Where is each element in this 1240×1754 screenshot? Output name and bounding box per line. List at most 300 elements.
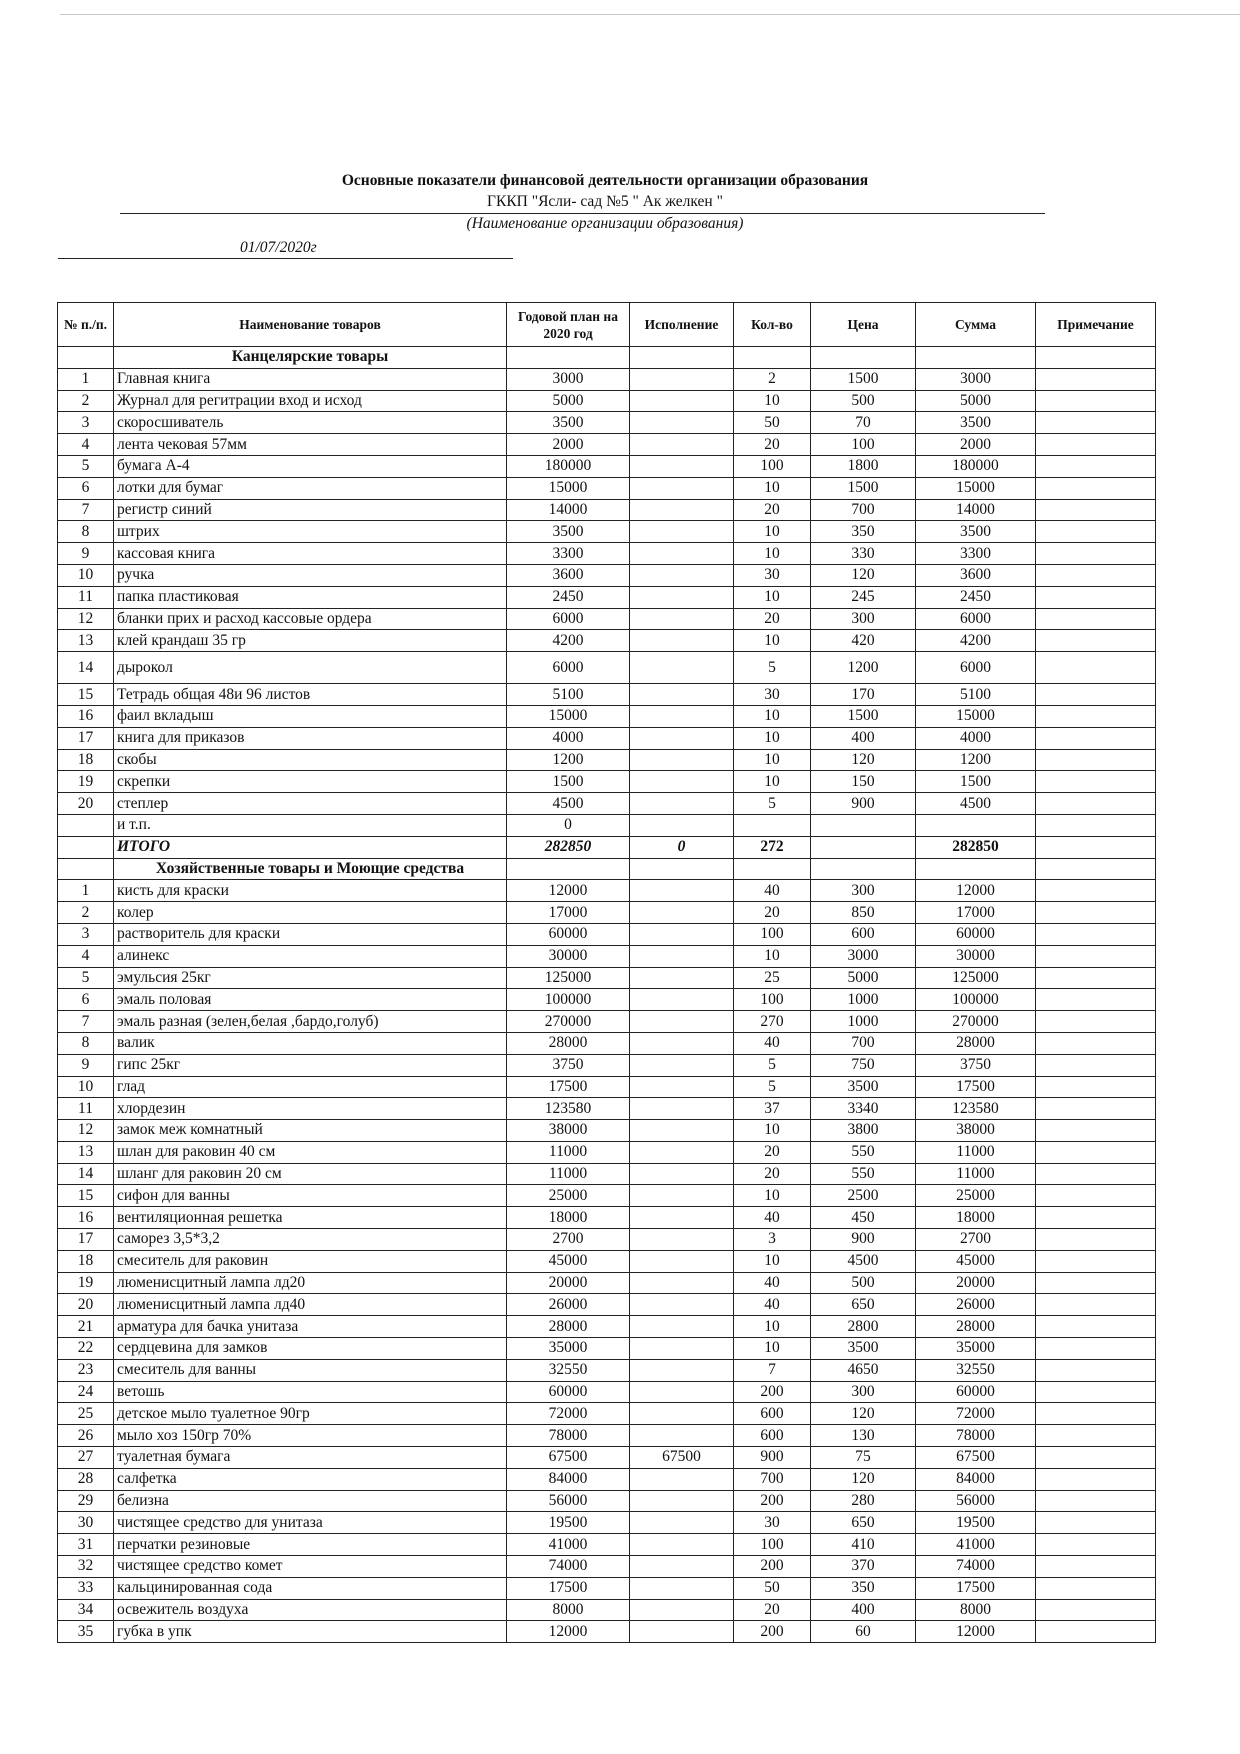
cell-number: 2	[58, 902, 114, 924]
cell-quantity: 10	[734, 1316, 811, 1338]
cell-sum: 60000	[916, 1381, 1036, 1403]
cell-name: скрепки	[114, 771, 507, 793]
cell-name: арматура для бачка унитаза	[114, 1316, 507, 1338]
cell-quantity: 10	[734, 521, 811, 543]
cell-sum: 28000	[916, 1316, 1036, 1338]
cell-sum: 270000	[916, 1011, 1036, 1033]
cell-plan: 17500	[507, 1076, 630, 1098]
section-header-row	[58, 858, 1156, 880]
cell-plan: 19500	[507, 1512, 630, 1534]
col-header-quantity: Кол-во	[734, 303, 811, 347]
cell-number: 9	[58, 543, 114, 565]
cell-note	[1036, 749, 1156, 771]
table-row	[58, 564, 1156, 586]
cell-note	[1036, 434, 1156, 456]
cell-name: кальцинированная сода	[114, 1577, 507, 1599]
cell-quantity: 40	[734, 1294, 811, 1316]
cell-number: 1	[58, 368, 114, 390]
organization-caption: (Наименование организации образования)	[466, 215, 744, 232]
cell-name: ручка	[114, 564, 507, 586]
total-plan: 282850	[507, 836, 630, 858]
cell-execution	[630, 499, 734, 521]
header-row	[58, 303, 1156, 347]
cell-execution	[630, 1141, 734, 1163]
cell-quantity: 10	[734, 749, 811, 771]
cell-price: 1500	[811, 477, 916, 499]
cell-number: 7	[58, 499, 114, 521]
cell-quantity: 3	[734, 1229, 811, 1251]
cell-name: шлан для раковин 40 см	[114, 1141, 507, 1163]
cell-sum: 1200	[916, 749, 1036, 771]
cell-price: 5000	[811, 967, 916, 989]
table-row	[58, 1556, 1156, 1578]
cell-note	[1036, 455, 1156, 477]
cell-quantity: 7	[734, 1359, 811, 1381]
cell-plan: 6000	[507, 652, 630, 684]
cell-note	[1036, 1272, 1156, 1294]
cell-quantity: 10	[734, 1250, 811, 1272]
cell-plan: 15000	[507, 477, 630, 499]
cell-name: хлордезин	[114, 1098, 507, 1120]
cell-execution	[630, 1359, 734, 1381]
cell-number: 8	[58, 1032, 114, 1054]
cell-plan: 180000	[507, 455, 630, 477]
cell-plan: 4500	[507, 793, 630, 815]
cell-price: 150	[811, 771, 916, 793]
cell-price: 120	[811, 1403, 916, 1425]
cell-number: 30	[58, 1512, 114, 1534]
cell-quantity: 20	[734, 1163, 811, 1185]
cell-name: колер	[114, 902, 507, 924]
cell-number: 18	[58, 1250, 114, 1272]
cell-note	[1036, 1425, 1156, 1447]
cell-price: 3340	[811, 1098, 916, 1120]
table-row	[58, 1338, 1156, 1360]
cell-execution	[630, 1054, 734, 1076]
cell-plan: 25000	[507, 1185, 630, 1207]
cell-quantity: 50	[734, 1577, 811, 1599]
cell-price: 4500	[811, 1250, 916, 1272]
cell-plan: 26000	[507, 1294, 630, 1316]
cell-price: 120	[811, 1468, 916, 1490]
cell-name: дырокол	[114, 652, 507, 684]
table-row	[58, 499, 1156, 521]
cell-name: фаил вкладыш	[114, 705, 507, 727]
cell-execution	[630, 1577, 734, 1599]
cell-quantity: 10	[734, 945, 811, 967]
cell-price: 420	[811, 630, 916, 652]
cell-sum: 2450	[916, 586, 1036, 608]
cell-price	[811, 814, 916, 836]
cell-plan: 45000	[507, 1250, 630, 1272]
cell-quantity: 200	[734, 1381, 811, 1403]
cell-execution	[630, 1512, 734, 1534]
table-row	[58, 608, 1156, 630]
table-row	[58, 368, 1156, 390]
cell-number: 4	[58, 434, 114, 456]
cell-price: 4650	[811, 1359, 916, 1381]
cell-quantity: 10	[734, 586, 811, 608]
table-row	[58, 1381, 1156, 1403]
table-row	[58, 1272, 1156, 1294]
cell-quantity: 100	[734, 1534, 811, 1556]
cell-price: 3500	[811, 1076, 916, 1098]
cell-price: 280	[811, 1490, 916, 1512]
cell-name: Тетрадь общая 48и 96 листов	[114, 684, 507, 706]
col-header-name: Наименование товаров	[114, 303, 507, 347]
cell-plan: 67500	[507, 1447, 630, 1469]
cell-price: 400	[811, 727, 916, 749]
cell-note	[1036, 1054, 1156, 1076]
cell-note	[1036, 1294, 1156, 1316]
cell-plan: 12000	[507, 1621, 630, 1643]
cell-plan: 41000	[507, 1534, 630, 1556]
table-row	[58, 1011, 1156, 1033]
total-execution: 0	[630, 836, 734, 858]
cell-name: скоросшиватель	[114, 412, 507, 434]
empty-cell	[507, 858, 630, 880]
cell-sum: 32550	[916, 1359, 1036, 1381]
empty-cell	[630, 347, 734, 369]
cell-note	[1036, 1120, 1156, 1142]
cell-price: 3800	[811, 1120, 916, 1142]
table-row	[58, 586, 1156, 608]
cell-sum: 56000	[916, 1490, 1036, 1512]
col-header-sum: Сумма	[916, 303, 1036, 347]
table-row	[58, 684, 1156, 706]
cell-number: 3	[58, 923, 114, 945]
cell-sum: 12000	[916, 880, 1036, 902]
cell-quantity: 2	[734, 368, 811, 390]
cell-quantity: 5	[734, 652, 811, 684]
cell-plan: 28000	[507, 1316, 630, 1338]
cell-quantity: 20	[734, 902, 811, 924]
cell-number: 32	[58, 1556, 114, 1578]
cell-price: 1800	[811, 455, 916, 477]
cell-plan: 84000	[507, 1468, 630, 1490]
empty-cell	[811, 858, 916, 880]
cell-price: 130	[811, 1425, 916, 1447]
col-header-price: Цена	[811, 303, 916, 347]
cell-quantity: 50	[734, 412, 811, 434]
table-row	[58, 1185, 1156, 1207]
organization-name: ГККП "Ясли- сад №5 " Ак желкен "	[487, 193, 723, 210]
total-sum: 282850	[916, 836, 1036, 858]
cell-plan: 35000	[507, 1338, 630, 1360]
table-row	[58, 1359, 1156, 1381]
cell-quantity: 40	[734, 880, 811, 902]
cell-sum: 6000	[916, 652, 1036, 684]
cell-number: 13	[58, 630, 114, 652]
table-row	[58, 652, 1156, 684]
table-row	[58, 705, 1156, 727]
cell-sum: 2000	[916, 434, 1036, 456]
table-row	[58, 390, 1156, 412]
cell-sum: 18000	[916, 1207, 1036, 1229]
cell-name: сифон для ванны	[114, 1185, 507, 1207]
cell-sum: 19500	[916, 1512, 1036, 1534]
cell-execution	[630, 989, 734, 1011]
cell-sum: 100000	[916, 989, 1036, 1011]
total-row	[58, 836, 1156, 858]
cell-execution	[630, 1468, 734, 1490]
cell-number: 19	[58, 1272, 114, 1294]
col-header-number: № п./п.	[58, 303, 114, 347]
cell-name: клей крандаш 35 гр	[114, 630, 507, 652]
cell-execution	[630, 1185, 734, 1207]
cell-number: 29	[58, 1490, 114, 1512]
cell-name: туалетная бумага	[114, 1447, 507, 1469]
cell-price: 75	[811, 1447, 916, 1469]
cell-execution	[630, 412, 734, 434]
cell-note	[1036, 684, 1156, 706]
cell-plan: 5100	[507, 684, 630, 706]
cell-execution	[630, 1490, 734, 1512]
cell-plan: 28000	[507, 1032, 630, 1054]
cell-price: 1000	[811, 989, 916, 1011]
cell-number: 6	[58, 989, 114, 1011]
cell-note	[1036, 967, 1156, 989]
cell-execution	[630, 390, 734, 412]
cell-name: салфетка	[114, 1468, 507, 1490]
cell-name: освежитель воздуха	[114, 1599, 507, 1621]
table-row	[58, 1120, 1156, 1142]
cell-execution	[630, 1032, 734, 1054]
cell-price: 600	[811, 923, 916, 945]
table-row	[58, 1054, 1156, 1076]
cell-note	[1036, 1185, 1156, 1207]
cell-sum: 72000	[916, 1403, 1036, 1425]
col-header-execution: Исполнение	[630, 303, 734, 347]
cell-plan: 1500	[507, 771, 630, 793]
cell-note	[1036, 499, 1156, 521]
cell-note	[1036, 608, 1156, 630]
table-row	[58, 814, 1156, 836]
cell-quantity: 600	[734, 1425, 811, 1447]
cell-note	[1036, 1534, 1156, 1556]
cell-name: смеситель для ванны	[114, 1359, 507, 1381]
cell-quantity: 10	[734, 705, 811, 727]
cell-sum: 28000	[916, 1032, 1036, 1054]
cell-plan: 2450	[507, 586, 630, 608]
cell-note	[1036, 1447, 1156, 1469]
empty-cell	[58, 347, 114, 369]
report-date: 01/07/2020г	[240, 239, 317, 256]
cell-name: глад	[114, 1076, 507, 1098]
cell-price: 850	[811, 902, 916, 924]
cell-execution	[630, 543, 734, 565]
cell-sum: 3750	[916, 1054, 1036, 1076]
cell-number: 1	[58, 880, 114, 902]
cell-number: 16	[58, 1207, 114, 1229]
table-row	[58, 630, 1156, 652]
cell-plan: 3750	[507, 1054, 630, 1076]
cell-price: 900	[811, 1229, 916, 1251]
cell-price: 3000	[811, 945, 916, 967]
cell-price: 300	[811, 880, 916, 902]
cell-quantity: 200	[734, 1556, 811, 1578]
cell-quantity: 30	[734, 1512, 811, 1534]
cell-number: 15	[58, 1185, 114, 1207]
cell-execution	[630, 793, 734, 815]
cell-number: 35	[58, 1621, 114, 1643]
cell-sum: 11000	[916, 1163, 1036, 1185]
cell-quantity: 10	[734, 1338, 811, 1360]
cell-sum: 3000	[916, 368, 1036, 390]
cell-plan: 17000	[507, 902, 630, 924]
cell-sum: 8000	[916, 1599, 1036, 1621]
cell-plan: 270000	[507, 1011, 630, 1033]
cell-execution	[630, 1621, 734, 1643]
cell-price: 2800	[811, 1316, 916, 1338]
cell-note	[1036, 1359, 1156, 1381]
cell-price: 410	[811, 1534, 916, 1556]
cell-note	[1036, 1338, 1156, 1360]
cell-sum: 3500	[916, 521, 1036, 543]
cell-execution	[630, 586, 734, 608]
cell-sum: 4000	[916, 727, 1036, 749]
cell-sum	[916, 814, 1036, 836]
cell-note	[1036, 1512, 1156, 1534]
cell-number: 27	[58, 1447, 114, 1469]
cell-execution	[630, 564, 734, 586]
cell-execution	[630, 880, 734, 902]
cell-quantity: 270	[734, 1011, 811, 1033]
cell-sum: 84000	[916, 1468, 1036, 1490]
cell-number: 2	[58, 390, 114, 412]
cell-quantity: 600	[734, 1403, 811, 1425]
cell-price: 120	[811, 564, 916, 586]
cell-execution	[630, 1250, 734, 1272]
cell-number: 21	[58, 1316, 114, 1338]
cell-execution	[630, 1534, 734, 1556]
cell-plan: 30000	[507, 945, 630, 967]
cell-quantity: 900	[734, 1447, 811, 1469]
cell-quantity: 5	[734, 793, 811, 815]
cell-name: сердцевина для замков	[114, 1338, 507, 1360]
cell-price: 330	[811, 543, 916, 565]
cell-price: 1500	[811, 705, 916, 727]
cell-plan: 3300	[507, 543, 630, 565]
cell-execution	[630, 1098, 734, 1120]
cell-quantity: 20	[734, 1141, 811, 1163]
cell-execution	[630, 477, 734, 499]
financial-table	[57, 302, 1156, 1643]
cell-number: 11	[58, 586, 114, 608]
cell-execution	[630, 705, 734, 727]
cell-name: алинекс	[114, 945, 507, 967]
cell-number: 16	[58, 705, 114, 727]
cell-quantity: 100	[734, 989, 811, 1011]
cell-quantity	[734, 814, 811, 836]
cell-number: 20	[58, 793, 114, 815]
cell-number: 19	[58, 771, 114, 793]
cell-execution	[630, 521, 734, 543]
cell-name: лотки для бумаг	[114, 477, 507, 499]
cell-name: бумага А-4	[114, 455, 507, 477]
cell-name: растворитель для краски	[114, 923, 507, 945]
cell-execution	[630, 1229, 734, 1251]
cell-note	[1036, 945, 1156, 967]
cell-name: папка пластиковая	[114, 586, 507, 608]
cell-note	[1036, 1316, 1156, 1338]
cell-plan: 3500	[507, 521, 630, 543]
cell-price: 400	[811, 1599, 916, 1621]
cell-plan: 60000	[507, 923, 630, 945]
cell-quantity: 100	[734, 923, 811, 945]
table-body	[58, 347, 1156, 1643]
cell-number: 10	[58, 1076, 114, 1098]
cell-price: 750	[811, 1054, 916, 1076]
empty-cell	[507, 347, 630, 369]
cell-number: 31	[58, 1534, 114, 1556]
cell-note	[1036, 727, 1156, 749]
cell-name: скобы	[114, 749, 507, 771]
cell-name: Главная книга	[114, 368, 507, 390]
cell-note	[1036, 1381, 1156, 1403]
table-row	[58, 749, 1156, 771]
cell-sum: 25000	[916, 1185, 1036, 1207]
cell-price: 650	[811, 1294, 916, 1316]
cell-execution	[630, 368, 734, 390]
table-row	[58, 1163, 1156, 1185]
table-row	[58, 989, 1156, 1011]
cell-note	[1036, 1032, 1156, 1054]
cell-plan: 32550	[507, 1359, 630, 1381]
cell-price: 100	[811, 434, 916, 456]
cell-plan: 11000	[507, 1163, 630, 1185]
cell-execution	[630, 1316, 734, 1338]
section-title: Канцелярские товары	[114, 347, 507, 369]
cell-sum: 4200	[916, 630, 1036, 652]
cell-sum: 5100	[916, 684, 1036, 706]
cell-plan: 4200	[507, 630, 630, 652]
cell-name: эмаль половая	[114, 989, 507, 1011]
table-row	[58, 1141, 1156, 1163]
cell-price: 550	[811, 1163, 916, 1185]
cell-number: 22	[58, 1338, 114, 1360]
cell-quantity: 20	[734, 499, 811, 521]
table-row	[58, 543, 1156, 565]
cell-quantity: 20	[734, 608, 811, 630]
cell-name: эмульсия 25кг	[114, 967, 507, 989]
table-row	[58, 1577, 1156, 1599]
cell-sum: 14000	[916, 499, 1036, 521]
cell-number: 3	[58, 412, 114, 434]
cell-price: 450	[811, 1207, 916, 1229]
cell-quantity: 20	[734, 434, 811, 456]
cell-plan: 3000	[507, 368, 630, 390]
cell-name: ветошь	[114, 1381, 507, 1403]
cell-execution	[630, 1556, 734, 1578]
table-row	[58, 1032, 1156, 1054]
table-row	[58, 727, 1156, 749]
cell-note	[1036, 1621, 1156, 1643]
empty-cell	[1036, 858, 1156, 880]
cell-price: 700	[811, 499, 916, 521]
cell-execution	[630, 1120, 734, 1142]
total-quantity: 272	[734, 836, 811, 858]
cell-price: 350	[811, 1577, 916, 1599]
document-title: Основные показатели финансовой деятельности организации образования	[341, 172, 869, 189]
cell-name: Журнал для регитрации вход и исход	[114, 390, 507, 412]
cell-quantity: 5	[734, 1054, 811, 1076]
cell-plan: 18000	[507, 1207, 630, 1229]
date-underline	[58, 258, 513, 259]
cell-note	[1036, 1076, 1156, 1098]
empty-cell	[916, 347, 1036, 369]
cell-number: 17	[58, 727, 114, 749]
